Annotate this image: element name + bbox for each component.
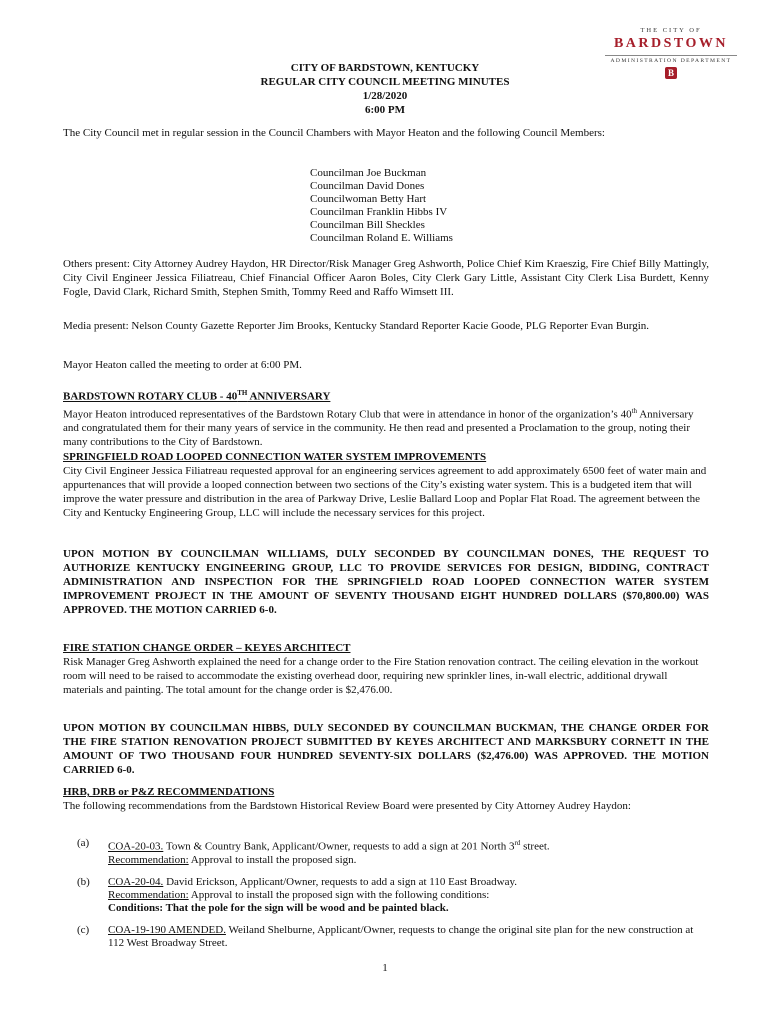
list-item <box>63 837 709 867</box>
item-text: David Erickson, Applicant/Owner, requests to add a sign at 110 East Broadway. <box>163 876 518 888</box>
heading-text: ANNIVERSARY <box>247 390 331 403</box>
item-text: street. <box>520 840 550 853</box>
bardstown-logo <box>605 27 737 79</box>
fire-station-motion: UPON MOTION BY COUNCILMAN HIBBS, DULY SECONDED BY COUNCILMAN BUCKMAN, THE CHANGE ORDER FOR THE FIRE STATION RENOVATION PROJECT SUBMITTED BY KEYES ARCHITECT AND MARKSBURY CORNETT IN THE AMOUNT OF TWO THOUSAND FOUR HUNDRED SEVENTY-SIX DOLLARS ($2,476.00) WAS APPROVED. THE MOTION CARRIED 6-0. <box>63 722 709 776</box>
item-text: Weiland Shelburne, Applicant/Owner, requests to change the original site plan for the new construction at 112 West Broadway Street. <box>108 924 694 949</box>
item-code: COA-20-04. <box>108 876 164 888</box>
item-body <box>108 876 709 915</box>
section-body: City Civil Engineer Jessica Filiatreau requested approval for an engineering services agreement to add approximately 6500 feet of water main and appurtenances that will provide a looped connection between two sections of the City’s existing water system. This is a budgeted item that will improve the water pressure and distribution in the area of Parkway Drive, Leslie Ballard Loop and Poplar Flat Road. The agreement between the City and Kentucky Engineering Group, LLC will include the necessary services for this project. <box>63 465 707 519</box>
item-letter: (c) <box>77 924 90 936</box>
recommendation-text: Approval to install the proposed sign. <box>188 853 357 866</box>
springfield-section <box>63 450 709 520</box>
conditions-text: Conditions: That the pole for the sign will be wood and be painted black. <box>108 902 449 914</box>
council-member: Councilwoman Betty Hart <box>310 193 427 205</box>
item-code: COA-19-190 AMENDED. <box>108 924 226 936</box>
section-heading <box>63 386 709 404</box>
heading-text: BARDSTOWN ROTARY CLUB - 40 <box>63 390 238 403</box>
council-member: Councilman Franklin Hibbs IV <box>310 206 448 218</box>
logo-department: ADMINISTRATION DEPARTMENT <box>605 55 737 64</box>
section-body: Risk Manager Greg Ashworth explained the need for a change order to the Fire Station renovation contract. The ceiling elevation in the workout room will need to be raised to accommodate the existing overhead door, requiring new sprinkler lines, in-wall electric, additional drywall materials and painting. The total amount for the change order is $2,476.00. <box>63 656 699 696</box>
item-letter: (a) <box>77 837 90 849</box>
intro-paragraph: The City Council met in regular session in the Council Chambers with Mayor Heaton and the following Council Members: <box>63 127 605 139</box>
call-to-order: Mayor Heaton called the meeting to order at 6:00 PM. <box>63 359 302 371</box>
hrb-section <box>63 785 709 813</box>
council-member: Councilman David Dones <box>310 180 425 192</box>
item-letter: (b) <box>77 876 90 888</box>
item-body <box>108 837 709 867</box>
recommendation-label: Recommendation: <box>108 889 189 901</box>
header-date: 1/28/2020 <box>362 90 408 102</box>
council-members-list <box>310 167 453 245</box>
recommendation-text: Approval to install the proposed sign with the following conditions: <box>188 889 490 901</box>
council-member: Councilman Bill Sheckles <box>310 219 425 231</box>
section-heading: FIRE STATION CHANGE ORDER – KEYES ARCHITECT <box>63 642 351 654</box>
header-city: CITY OF BARDSTOWN, KENTUCKY <box>290 62 480 74</box>
council-member: Councilman Joe Buckman <box>310 167 427 179</box>
recommendation-label: Recommendation: <box>108 853 189 866</box>
header-title: REGULAR CITY COUNCIL MEETING MINUTES <box>260 76 510 88</box>
item-text: Town & Country Bank, Applicant/Owner, requests to add a sign at 201 North 3 <box>163 840 515 853</box>
section-body <box>63 404 709 450</box>
heading-superscript: TH <box>237 389 248 397</box>
media-present-paragraph: Media present: Nelson County Gazette Reporter Jim Brooks, Kentucky Standard Reporter Kacie Goode, PLG Reporter Evan Burgin. <box>63 320 650 332</box>
fire-station-section <box>63 641 709 697</box>
body-text: Mayor Heaton introduced representatives of the Bardstown Rotary Club that were in attendance in honor of the organization’s 40 <box>63 408 632 421</box>
rotary-section <box>63 386 709 449</box>
logo-mark-icon: B <box>665 67 677 79</box>
section-heading: SPRINGFIELD ROAD LOOPED CONNECTION WATER SYSTEM IMPROVEMENTS <box>63 451 487 463</box>
item-superscript: rd <box>514 839 521 847</box>
logo-name: BARDSTOWN <box>613 36 729 51</box>
council-member: Councilman Roland E. Williams <box>310 232 453 244</box>
springfield-motion: UPON MOTION BY COUNCILMAN WILLIAMS, DULY SECONDED BY COUNCILMAN DONES, THE REQUEST TO AUTHORIZE KENTUCKY ENGINEERING GROUP, LLC TO PROVIDE SERVICES FOR DESIGN, BIDDING, CONTRACT ADMINISTRATION AND INSPECTION FOR THE SPRINGFIELD ROAD LOOPED CONNECTION WATER SYSTEM IMPROVEMENT PROJECT IN THE AMOUNT OF SEVENTY THOUSAND EIGHT HUNDRED DOLLARS ($70,800.00) WAS APPROVED. THE MOTION CARRIED 6-0. <box>63 548 709 616</box>
item-code: COA-20-03. <box>108 840 164 853</box>
others-present-paragraph: Others present: City Attorney Audrey Haydon, HR Director/Risk Manager Greg Ashworth, Police Chief Kim Kraeszig, Fire Chief Billy Mattingly, City Civil Engineer Jessica Filiatreau, Chief Financial Officer Aaron Boles, City Clerk Gary Little, Assistant City Clerk Lisa Burdett, Kenny Fogle, David Clark, Richard Smith, Stephen Smith, Tommy Reed and Raffo Wimsett III. <box>63 258 709 298</box>
document-header <box>150 61 620 117</box>
body-superscript: th <box>631 406 638 415</box>
list-item <box>63 924 709 950</box>
logo-the-city: THE CITY OF <box>640 27 702 34</box>
list-item <box>63 876 709 915</box>
section-heading: HRB, DRB or P&Z RECOMMENDATIONS <box>63 786 275 798</box>
section-body: The following recommendations from the Bardstown Historical Review Board were presented by City Attorney Audrey Haydon: <box>63 800 631 812</box>
header-time: 6:00 PM <box>364 104 405 116</box>
body-text: Anniversary and congratulated them for their many years of service in the community. He then read and presented a Proclamation to the group, noting their many contributions to the City of Bardstown. <box>63 408 694 449</box>
page-number: 1 <box>382 962 388 974</box>
item-body <box>108 924 709 950</box>
